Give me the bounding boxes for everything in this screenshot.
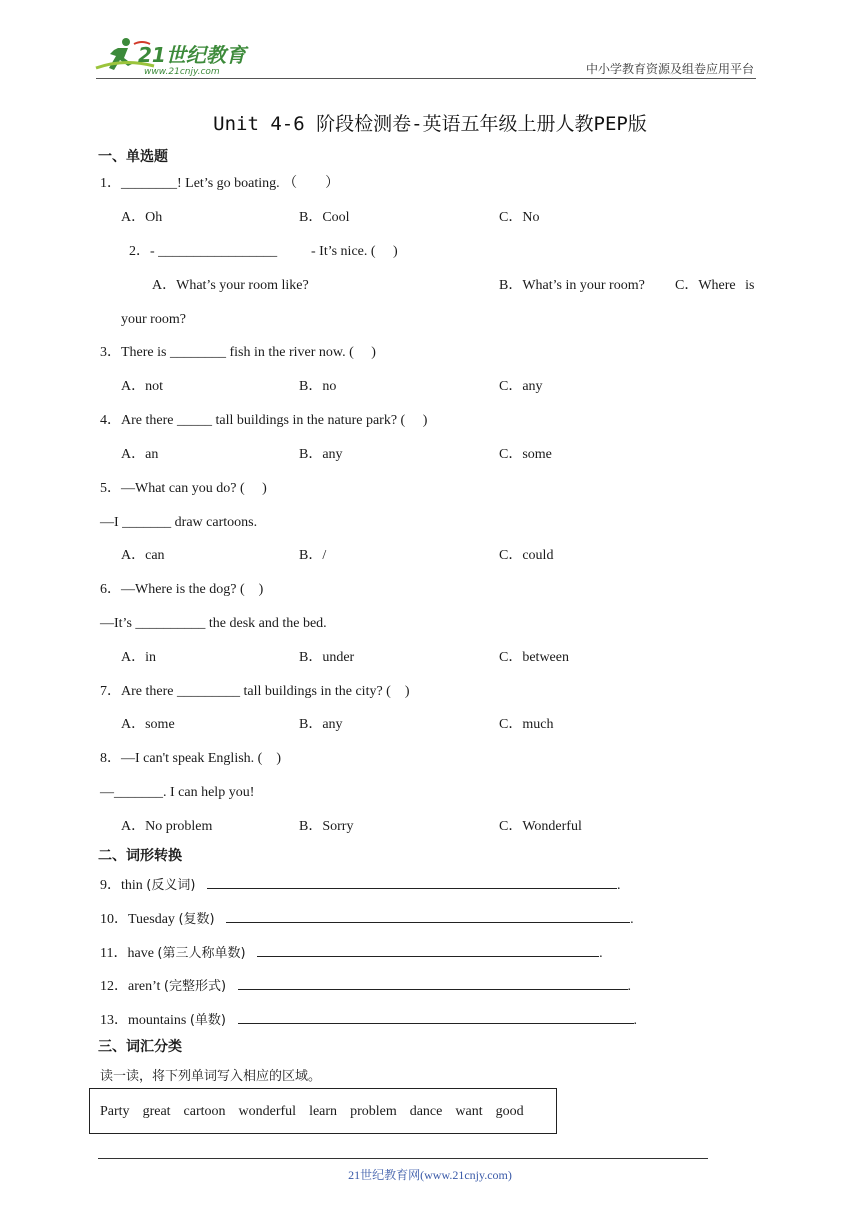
q1-option-b: B．Cool bbox=[299, 210, 350, 225]
section3-instruction: 读一读，将下列单词写入相应的区域。 bbox=[100, 1069, 322, 1084]
q5-option-c: C．could bbox=[499, 548, 554, 563]
q9-answer-blank[interactable] bbox=[207, 874, 617, 889]
q3-option-a: A．not bbox=[121, 379, 163, 394]
q3-option-b: B．no bbox=[299, 379, 337, 394]
q2-option-b: B．What’s in your room? bbox=[499, 278, 645, 293]
q2-option-c-wrap: your room? bbox=[121, 312, 186, 327]
word-bank-item: good bbox=[495, 1104, 524, 1119]
q7-stem: 7．Are there _________ tall buildings in the city? ( ) bbox=[100, 684, 410, 699]
word-bank-item: wonderful bbox=[238, 1104, 297, 1119]
word-bank-item: dance bbox=[409, 1104, 443, 1119]
q5-option-a: A．can bbox=[121, 548, 165, 563]
q8-stem: 8．—I can't speak English. ( ) bbox=[100, 751, 281, 766]
q6-option-c: C．between bbox=[499, 650, 569, 665]
q8-option-c: C．Wonderful bbox=[499, 819, 582, 834]
q7-option-a: A．some bbox=[121, 717, 175, 732]
site-logo bbox=[94, 36, 264, 78]
q8-option-a: A．No problem bbox=[121, 819, 213, 834]
section2-heading: 二、词形转换 bbox=[98, 848, 182, 864]
q6-stem: 6．—Where is the dog? ( ) bbox=[100, 582, 264, 597]
q1-option-a: A．Oh bbox=[121, 210, 163, 225]
footer-link[interactable]: 21世纪教育网(www.21cnjy.com) bbox=[348, 1168, 512, 1182]
header-divider bbox=[96, 78, 756, 79]
q11-item: 11．have (第三人称单数) . bbox=[100, 942, 603, 963]
word-bank-item: cartoon bbox=[183, 1104, 226, 1119]
q7-option-c: C．much bbox=[499, 717, 554, 732]
word-bank-item: Party bbox=[100, 1104, 130, 1119]
logo-url: www.21cnjy.com bbox=[144, 67, 220, 77]
q6-option-a: A．in bbox=[121, 650, 156, 665]
q11-answer-blank[interactable] bbox=[257, 942, 599, 957]
q4-stem: 4．Are there _____ tall buildings in the nature park? ( ) bbox=[100, 413, 428, 428]
q2-option-c: C．Where is bbox=[675, 278, 755, 293]
q9-item: 9．thin (反义词) . bbox=[100, 874, 620, 895]
word-bank-item: want bbox=[455, 1104, 483, 1119]
q2-stem: 2．- _________________ bbox=[129, 244, 278, 259]
logo-text: 21世纪教育 bbox=[138, 43, 246, 67]
q7-option-b: B．any bbox=[299, 717, 343, 732]
q10-answer-blank[interactable] bbox=[226, 908, 630, 923]
q4-option-c: C．some bbox=[499, 447, 552, 462]
q8-option-b: B．Sorry bbox=[299, 819, 354, 834]
section3-heading: 三、词汇分类 bbox=[98, 1039, 182, 1055]
q5-stem-line2: —I _______ draw cartoons. bbox=[100, 515, 258, 530]
footer-divider bbox=[98, 1158, 708, 1159]
q1-stem: 1．________! Let’s go boating. （ ） bbox=[100, 176, 340, 191]
q6-option-b: B．under bbox=[299, 650, 355, 665]
word-bank-item: problem bbox=[350, 1104, 397, 1119]
q2-option-a: A．What’s your room like? bbox=[152, 278, 309, 293]
q3-option-c: C．any bbox=[499, 379, 543, 394]
q13-answer-blank[interactable] bbox=[238, 1009, 634, 1024]
q4-option-b: B．any bbox=[299, 447, 343, 462]
q5-stem: 5．—What can you do? ( ) bbox=[100, 481, 267, 496]
page-title: Unit 4-6 阶段检测卷-英语五年级上册人教PEP版 bbox=[213, 113, 647, 135]
q2-stem-answer: - It’s nice. ( ) bbox=[311, 244, 398, 259]
q8-stem-line2: —_______. I can help you! bbox=[100, 785, 255, 800]
q3-stem: 3．There is ________ fish in the river now. ( ) bbox=[100, 345, 376, 360]
word-bank-item: great bbox=[142, 1104, 171, 1119]
section1-heading: 一、单选题 bbox=[98, 149, 168, 165]
word-bank-box bbox=[89, 1088, 557, 1134]
q5-option-b: B．/ bbox=[299, 548, 327, 563]
word-bank-item: learn bbox=[309, 1104, 338, 1119]
platform-name: 中小学教育资源及组卷应用平台 bbox=[585, 62, 754, 76]
q12-answer-blank[interactable] bbox=[238, 975, 628, 990]
word-bank bbox=[100, 1104, 524, 1120]
runner-icon bbox=[94, 36, 264, 78]
q10-item: 10．Tuesday (复数) . bbox=[100, 908, 634, 929]
q12-item: 12．aren’t (完整形式) . bbox=[100, 975, 631, 996]
q4-option-a: A．an bbox=[121, 447, 159, 462]
q1-option-c: C．No bbox=[499, 210, 540, 225]
q6-stem-line2: —It’s __________ the desk and the bed. bbox=[100, 616, 327, 631]
q13-item: 13．mountains (单数) . bbox=[100, 1009, 637, 1030]
